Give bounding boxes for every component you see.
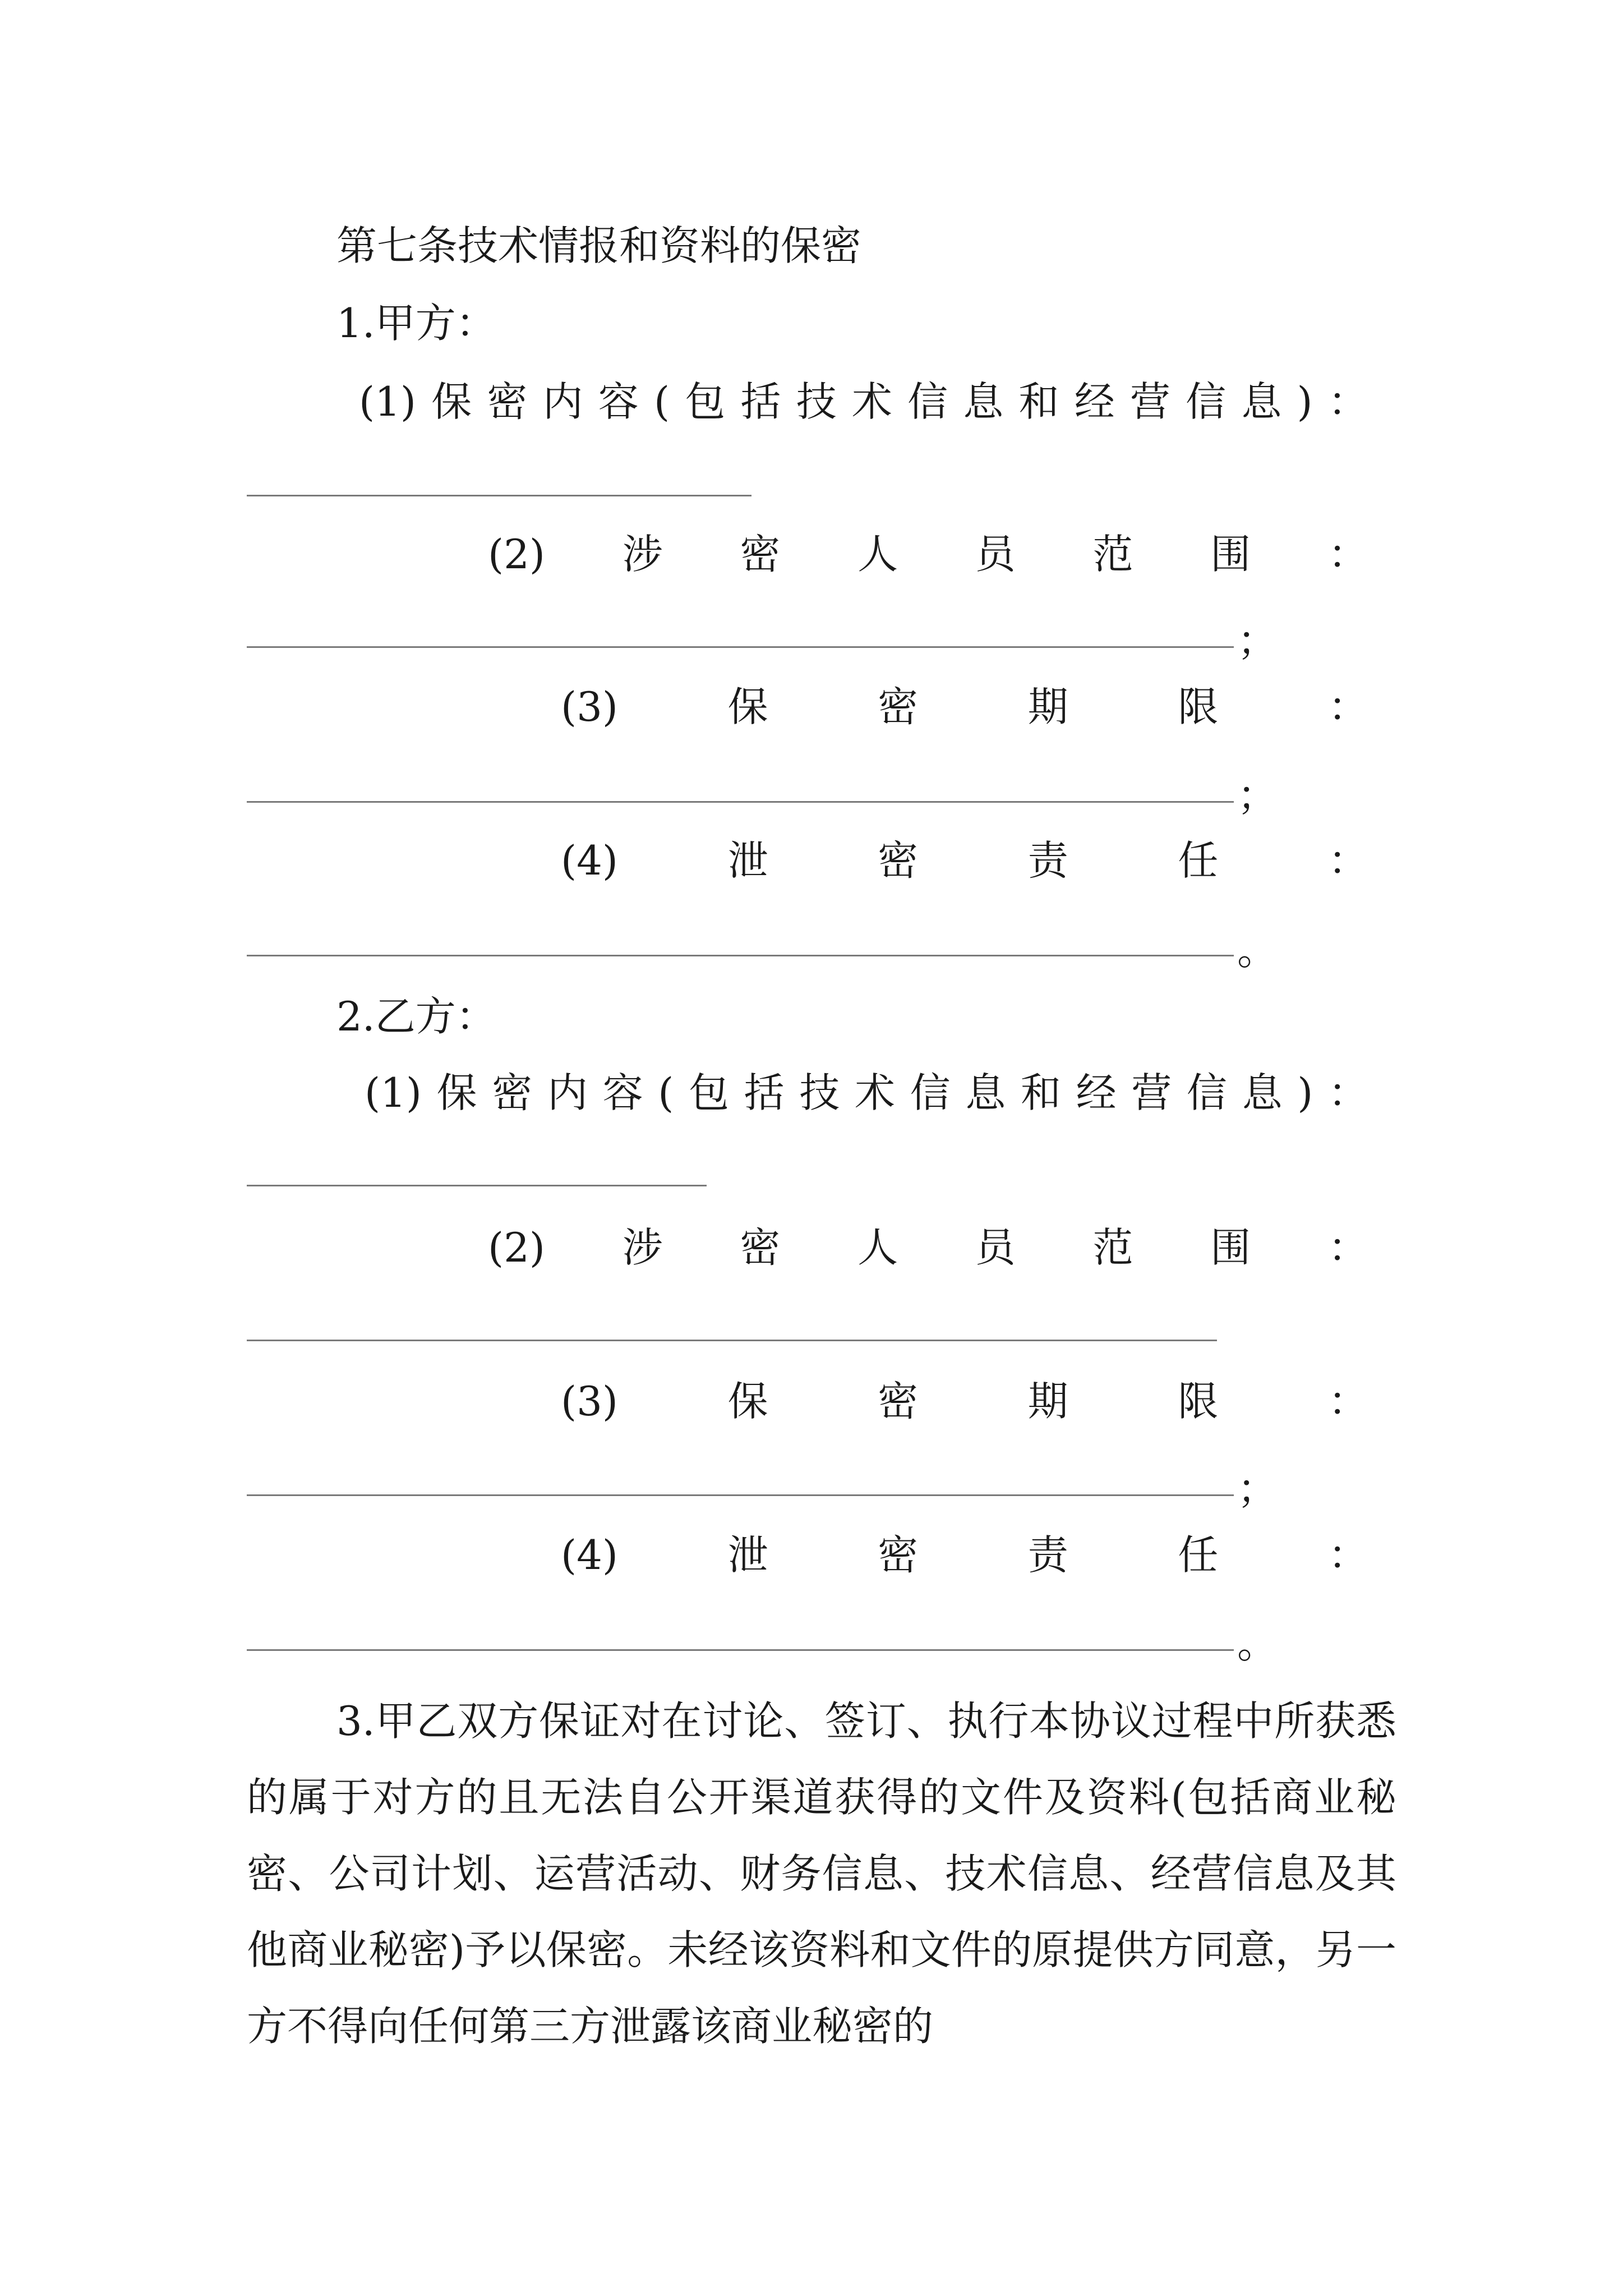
- label-char: 涉: [622, 531, 663, 578]
- party-a-item2-label: [488, 527, 1368, 581]
- label-char: 密: [878, 837, 919, 884]
- party-b-item2-blank: [247, 1340, 1217, 1341]
- label-char: ：: [1327, 1069, 1368, 1116]
- label-char: (2): [488, 531, 545, 578]
- label-char: 信: [1186, 378, 1227, 425]
- label-char: 容: [602, 1069, 643, 1116]
- label-char: ：: [1327, 1531, 1368, 1579]
- party-a-title: 1.甲方：: [336, 300, 496, 347]
- label-char: (1): [365, 1069, 422, 1116]
- label-char: 信: [1186, 1069, 1227, 1116]
- label-char: 围: [1210, 531, 1251, 578]
- label-char: 内: [542, 378, 583, 425]
- label-char: 责: [1027, 837, 1068, 884]
- party-b-item1-label: [365, 1066, 1368, 1120]
- label-char: 信: [907, 378, 948, 425]
- party-b-item1-blank: [247, 1185, 707, 1186]
- label-char: 容: [598, 378, 639, 425]
- label-char: 限: [1178, 1378, 1219, 1425]
- party-a-item3-label: [561, 680, 1368, 734]
- label-char: 和: [1020, 1069, 1061, 1116]
- label-char: 信: [910, 1069, 951, 1116]
- label-char: 期: [1027, 1378, 1068, 1425]
- label-char: 营: [1131, 1069, 1172, 1116]
- label-char: 括: [740, 378, 781, 425]
- label-char: ：: [1327, 1378, 1368, 1425]
- label-char: 包: [689, 1069, 730, 1116]
- label-char: (1): [359, 378, 416, 425]
- label-char: ): [1297, 1069, 1313, 1116]
- party-a-item4-end: 。: [1237, 927, 1278, 974]
- party-b-item3-end: ；: [1237, 1465, 1278, 1512]
- label-char: 人: [857, 531, 898, 578]
- party-a-item4-label: [561, 834, 1368, 887]
- party-a-item1-label: [359, 375, 1368, 429]
- clause-3-text: 3.甲乙双方保证对在讨论、签订、执行本协议过程中所获悉的属于对方的且无法自公开渠道获得的文件及资料(包括商业秘密、公司计划、运营活动、财务信息、技术信息、经营信息及其他商业秘密)予以保密。未经该资料和文件的原提供方同意，另一方不得向任何第三方泄露该商业秘密的: [247, 1697, 1396, 2050]
- label-char: 范: [1092, 531, 1133, 578]
- party-a-item4-blank: [247, 955, 1234, 956]
- label-char: 保: [727, 683, 768, 730]
- party-b-item4-end: 。: [1237, 1620, 1278, 1667]
- label-char: 任: [1178, 837, 1219, 884]
- label-char: 技: [796, 378, 837, 425]
- label-char: 息: [1241, 378, 1282, 425]
- label-char: (: [654, 378, 670, 425]
- party-a-item2-end: ；: [1237, 617, 1278, 664]
- label-char: (2): [488, 1224, 545, 1271]
- label-char: 息: [965, 1069, 1006, 1116]
- label-char: ：: [1327, 1224, 1368, 1271]
- label-char: 经: [1074, 378, 1115, 425]
- party-a-item3-end: ；: [1237, 772, 1278, 819]
- label-char: 术: [854, 1069, 895, 1116]
- label-char: 密: [878, 1378, 919, 1425]
- label-char: ): [1297, 378, 1313, 425]
- section-heading: 第七条技术情报和资料的保密: [336, 222, 862, 269]
- label-char: 员: [975, 531, 1016, 578]
- label-char: 和: [1018, 378, 1059, 425]
- label-char: 任: [1178, 1531, 1219, 1579]
- label-char: (: [658, 1069, 674, 1116]
- label-char: 泄: [727, 1531, 768, 1579]
- label-char: 保: [436, 1069, 477, 1116]
- label-char: (4): [561, 1531, 618, 1579]
- party-a-item3-blank: [247, 801, 1234, 803]
- label-char: 息: [963, 378, 1004, 425]
- party-a-item1-blank: [247, 495, 751, 496]
- label-char: 包: [685, 378, 726, 425]
- party-b-item2-label: [488, 1221, 1368, 1274]
- label-char: 技: [799, 1069, 840, 1116]
- label-char: 密: [492, 1069, 533, 1116]
- label-char: 内: [547, 1069, 588, 1116]
- label-char: 保: [727, 1378, 768, 1425]
- label-char: 密: [878, 683, 919, 730]
- label-char: 人: [857, 1224, 898, 1271]
- label-char: 密: [740, 1224, 781, 1271]
- party-b-item4-label: [561, 1528, 1368, 1582]
- label-char: ：: [1327, 378, 1368, 425]
- party-b-item4-blank: [247, 1649, 1234, 1651]
- label-char: 责: [1027, 1531, 1068, 1579]
- label-char: (3): [561, 1378, 618, 1425]
- label-char: 括: [744, 1069, 785, 1116]
- label-char: 员: [975, 1224, 1016, 1271]
- label-char: 营: [1129, 378, 1170, 425]
- party-a-item2-blank: [247, 646, 1234, 648]
- label-char: ：: [1327, 531, 1368, 578]
- label-char: 泄: [727, 837, 768, 884]
- label-char: 保: [431, 378, 472, 425]
- party-b-title: 2.乙方：: [336, 993, 496, 1040]
- label-char: 期: [1027, 683, 1068, 730]
- label-char: 术: [851, 378, 892, 425]
- label-char: 经: [1076, 1069, 1117, 1116]
- label-char: (3): [561, 683, 618, 730]
- label-char: 息: [1242, 1069, 1283, 1116]
- label-char: 密: [878, 1531, 919, 1579]
- label-char: 范: [1092, 1224, 1133, 1271]
- label-char: 围: [1210, 1224, 1251, 1271]
- label-char: 涉: [622, 1224, 663, 1271]
- label-char: 密: [740, 531, 781, 578]
- label-char: ：: [1327, 837, 1368, 884]
- party-b-item3-blank: [247, 1494, 1234, 1496]
- clause-3-paragraph: [247, 1683, 1396, 2064]
- label-char: 密: [487, 378, 528, 425]
- party-b-item3-label: [561, 1374, 1368, 1428]
- label-char: (4): [561, 837, 618, 884]
- label-char: ：: [1327, 683, 1368, 730]
- label-char: 限: [1178, 683, 1219, 730]
